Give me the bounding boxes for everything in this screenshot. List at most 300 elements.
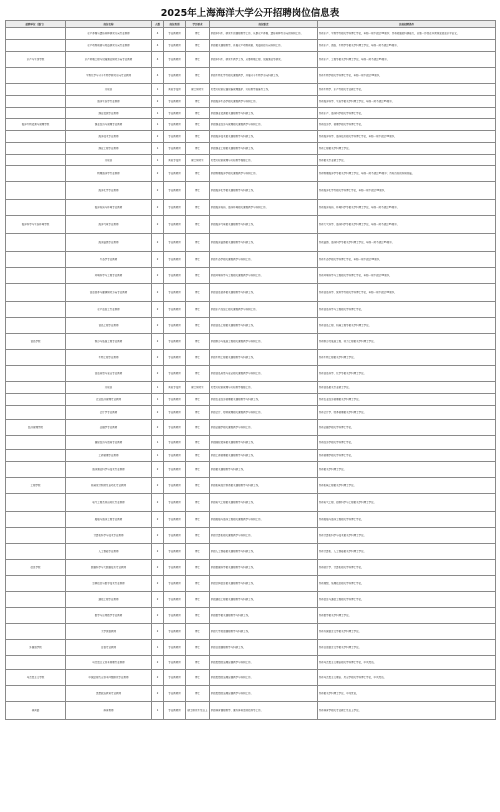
table-row xyxy=(6,624,496,640)
cell-post xyxy=(66,131,152,143)
cell-conditions xyxy=(318,52,496,68)
cell-num xyxy=(152,406,164,420)
category-text: 专任教师岗 xyxy=(168,147,181,150)
cell-post xyxy=(66,155,152,166)
cell-conditions xyxy=(318,462,496,478)
post-text: 数学与应用数学专业教师 xyxy=(94,614,123,617)
cell-category xyxy=(164,528,186,544)
education-text: 博士 xyxy=(194,189,200,192)
cell-category xyxy=(164,68,186,84)
cell-dept xyxy=(6,108,66,119)
cell-num xyxy=(152,131,164,143)
cell-conditions xyxy=(318,302,496,318)
post-text: 电气工程及其自动化专业教师 xyxy=(92,501,125,504)
post-text: 马克思主义基本原理专业教师 xyxy=(92,661,125,664)
cell-duty xyxy=(210,478,318,494)
cell-conditions xyxy=(318,182,496,200)
cell-education xyxy=(186,462,210,478)
table-row xyxy=(6,119,496,131)
conditions-text: 具有遥感、海洋科学等相关学科博士学位，年龄一般不超过35周岁。 xyxy=(318,241,395,244)
duty-text: 承担相关课程教学，开展水产动物病害、免疫防控方向科研工作。 xyxy=(210,44,284,47)
cell-post xyxy=(66,284,152,302)
cell-duty xyxy=(210,131,318,143)
cell-conditions xyxy=(318,155,496,166)
cell-dept xyxy=(6,40,66,52)
education-text: 博士 xyxy=(194,291,200,294)
cell-category xyxy=(164,702,186,720)
duty-text: 承担制冷与低温工程相关课程教学与科研工作。 xyxy=(210,340,264,343)
cell-post xyxy=(66,702,152,720)
cell-duty xyxy=(210,166,318,182)
post-text: 日语专业教师 xyxy=(100,646,116,649)
cell-dept xyxy=(6,334,66,350)
conditions-text: 具有管理学相关学科博士学位。 xyxy=(318,454,354,457)
cell-category xyxy=(164,84,186,96)
category-text: 专任教师岗 xyxy=(168,324,181,327)
cell-num xyxy=(152,608,164,624)
cell-post xyxy=(66,119,152,131)
table-row xyxy=(6,366,496,382)
category-text: 专任教师岗 xyxy=(168,630,181,633)
cell-dept xyxy=(6,96,66,108)
cell-post xyxy=(66,478,152,494)
category-text: 专任教师岗 xyxy=(168,32,181,35)
cell-dept xyxy=(6,450,66,462)
table-row xyxy=(6,131,496,143)
post-text: 水产动物病害与免疫研究方向专业教师 xyxy=(87,44,130,47)
conditions-text: 具有金融学相关学科博士学位。 xyxy=(318,426,354,429)
conditions-text: 具有船舶与海洋工程相关学科博士学位。 xyxy=(318,518,364,521)
post-text: 数据科学与大数据技术专业教师 xyxy=(90,566,126,569)
cell-post xyxy=(66,512,152,528)
cell-num xyxy=(152,52,164,68)
cell-education xyxy=(186,670,210,686)
recruitment-table xyxy=(5,20,496,720)
cell-category xyxy=(164,216,186,234)
post-text: 实验员 xyxy=(104,158,113,162)
cell-category xyxy=(164,624,186,640)
num-text: 2 xyxy=(156,598,159,601)
duty-text: 承担海洋生态学相关课程教学与科研工作。 xyxy=(210,100,259,103)
cell-post xyxy=(66,624,152,640)
header-education: 学历要求 xyxy=(186,21,210,28)
cell-education xyxy=(186,302,210,318)
cell-duty xyxy=(210,640,318,656)
cell-num xyxy=(152,382,164,394)
table-row xyxy=(6,302,496,318)
education-text: 博士 xyxy=(194,135,200,138)
num-text: 1 xyxy=(156,88,159,91)
duty-text: 承担大学英语课程教学与科研工作。 xyxy=(210,630,251,633)
table-row xyxy=(6,216,496,234)
table-row xyxy=(6,462,496,478)
cell-duty xyxy=(210,252,318,268)
conditions-text: 具有生物工程相关学科博士学位。 xyxy=(318,356,357,359)
conditions-text: 具有马克思主义理论、历史学相关学科博士学位，中共党员。 xyxy=(318,676,387,679)
cell-education xyxy=(186,478,210,494)
cell-duty xyxy=(210,200,318,216)
cell-conditions xyxy=(318,512,496,528)
num-text: 2 xyxy=(156,372,159,375)
cell-category xyxy=(164,350,186,366)
table-row xyxy=(6,252,496,268)
table-row xyxy=(6,450,496,462)
cell-duty xyxy=(210,450,318,462)
category-text: 专任教师岗 xyxy=(168,426,181,429)
education-text: 博士 xyxy=(194,598,200,601)
cell-education xyxy=(186,52,210,68)
header-conditions: 其他招聘条件 xyxy=(318,21,496,28)
cell-post xyxy=(66,670,152,686)
cell-conditions xyxy=(318,28,496,40)
cell-education xyxy=(186,96,210,108)
cell-num xyxy=(152,334,164,350)
education-text: 博士 xyxy=(194,454,200,457)
category-text: 专任教师岗 xyxy=(168,411,181,414)
num-text: 4 xyxy=(156,74,159,77)
cell-post xyxy=(66,656,152,670)
conditions-text: 具有统计学、计算机相关学科博士学位。 xyxy=(318,566,364,569)
cell-education xyxy=(186,608,210,624)
num-text: 1 xyxy=(156,398,159,401)
cell-education xyxy=(186,560,210,576)
cell-education xyxy=(186,68,210,84)
duty-text: 承担环境科学与工程相关课程教学与科研工作。 xyxy=(210,274,264,277)
duty-text: 承担渔业资源相关课程教学与科研工作。 xyxy=(210,111,256,115)
cell-education xyxy=(186,436,210,450)
duty-text: 承担食品营养相关课程教学与科研工作。 xyxy=(210,291,256,294)
category-text: 专任教师岗 xyxy=(168,340,181,343)
num-text: 2 xyxy=(156,426,159,429)
cell-conditions xyxy=(318,284,496,302)
cell-post xyxy=(66,268,152,284)
cell-education xyxy=(186,544,210,560)
cell-dept xyxy=(6,560,66,576)
cell-dept xyxy=(6,608,66,624)
cell-category xyxy=(164,420,186,436)
post-text: 国际经济与贸易专业教师 xyxy=(94,441,123,444)
category-text: 专任教师岗 xyxy=(168,44,181,47)
cell-duty xyxy=(210,366,318,382)
table-row xyxy=(6,576,496,592)
cell-category xyxy=(164,686,186,702)
table-row xyxy=(6,702,496,720)
cell-education xyxy=(186,450,210,462)
table-row xyxy=(6,494,496,512)
duty-text: 承担水产品加工相关课程教学与科研工作。 xyxy=(210,308,259,311)
cell-post xyxy=(66,436,152,450)
num-text: 2 xyxy=(156,241,159,244)
cell-post xyxy=(66,334,152,350)
conditions-text: 具有相关专业硕士学位。 xyxy=(318,158,347,162)
cell-duty xyxy=(210,268,318,284)
num-text: 2 xyxy=(156,692,159,695)
num-text: 1 xyxy=(156,386,159,389)
cell-post xyxy=(66,366,152,382)
cell-duty xyxy=(210,350,318,366)
num-text: 2 xyxy=(156,100,159,103)
category-text: 专任教师岗 xyxy=(168,661,181,664)
table-row xyxy=(6,608,496,624)
category-text: 专任教师岗 xyxy=(168,692,181,695)
post-text: 食品工程专业教师 xyxy=(98,324,119,327)
cell-category xyxy=(164,302,186,318)
cell-dept xyxy=(6,200,66,216)
cell-conditions xyxy=(318,450,496,462)
table-row xyxy=(6,96,496,108)
conditions-text: 具有水产、工程等相关学科博士学位，年龄一般不超过35周岁。 xyxy=(318,58,390,61)
cell-dept xyxy=(6,462,66,478)
cell-post xyxy=(66,494,152,512)
education-text: 博士 xyxy=(194,426,200,429)
cell-num xyxy=(152,512,164,528)
duty-text: 承担通信工程相关课程教学与科研工作。 xyxy=(210,598,256,601)
cell-dept xyxy=(6,420,66,436)
category-text: 其他专技岗 xyxy=(168,386,181,389)
cell-conditions xyxy=(318,670,496,686)
cell-dept xyxy=(6,702,66,720)
cell-post xyxy=(66,350,152,366)
table-row xyxy=(6,234,496,252)
table-row xyxy=(6,318,496,334)
cell-conditions xyxy=(318,544,496,560)
cell-dept xyxy=(6,119,66,131)
post-text: 海洋地质与环境专业教师 xyxy=(94,206,123,209)
cell-education xyxy=(186,420,210,436)
post-text: 制冷与低温工程专业教师 xyxy=(94,340,123,343)
cell-post xyxy=(66,450,152,462)
table-header-row xyxy=(6,21,496,28)
cell-category xyxy=(164,494,186,512)
cell-dept xyxy=(6,576,66,592)
cell-num xyxy=(152,119,164,131)
cell-conditions xyxy=(318,576,496,592)
post-text: 海洋化学专业教师 xyxy=(98,189,119,192)
num-text: 2 xyxy=(156,550,159,553)
num-text: 1 xyxy=(156,147,159,150)
post-text: 水产养殖工程与设施渔业研究方向专业教师 xyxy=(84,58,133,61)
cell-duty xyxy=(210,528,318,544)
cell-conditions xyxy=(318,234,496,252)
table-row xyxy=(6,155,496,166)
cell-education xyxy=(186,143,210,155)
education-text: 博士 xyxy=(194,274,200,277)
num-text: 2 xyxy=(156,356,159,359)
cell-duty xyxy=(210,119,318,131)
category-text: 专任教师岗 xyxy=(168,454,181,457)
duty-text: 承担相关课程教学与科研工作。 xyxy=(210,468,246,471)
cell-category xyxy=(164,406,186,420)
duty-text: 承担渔业经济与管理相关课程教学与科研工作。 xyxy=(210,123,264,126)
cell-duty xyxy=(210,394,318,406)
cell-duty xyxy=(210,494,318,512)
cell-education xyxy=(186,166,210,182)
table-row xyxy=(6,670,496,686)
category-text: 专任教师岗 xyxy=(168,598,181,601)
cell-dept xyxy=(6,394,66,406)
num-text: 2 xyxy=(156,340,159,343)
cell-num xyxy=(152,40,164,52)
table-row xyxy=(6,528,496,544)
education-text: 博士 xyxy=(194,172,200,175)
cell-education xyxy=(186,592,210,608)
conditions-text: 具有计算机、人工智能相关学科博士学位。 xyxy=(318,550,367,553)
education-text: 硕士研究生 xyxy=(191,88,204,91)
cell-education xyxy=(186,512,210,528)
cell-post xyxy=(66,108,152,119)
category-text: 专任教师岗 xyxy=(168,206,181,209)
cell-dept xyxy=(6,268,66,284)
cell-dept xyxy=(6,131,66,143)
category-text: 专任教师岗 xyxy=(168,223,181,226)
cell-num xyxy=(152,436,164,450)
cell-conditions xyxy=(318,436,496,450)
cell-conditions xyxy=(318,382,496,394)
num-text: 2 xyxy=(156,274,159,277)
conditions-text: 具有经济学相关学科博士学位。 xyxy=(318,441,354,444)
post-text: 工商管理专业教师 xyxy=(98,454,119,457)
category-text: 专任教师岗 xyxy=(168,172,181,175)
header-post: 岗位名称 xyxy=(66,21,152,28)
num-text: 2 xyxy=(156,308,159,311)
category-text: 专任教师岗 xyxy=(168,111,181,115)
education-text: 博士 xyxy=(194,258,200,261)
duty-text: 承担数学相关课程教学与科研工作。 xyxy=(210,614,251,617)
education-text: 博士 xyxy=(194,32,200,35)
table-row xyxy=(6,350,496,366)
dept-text: 海洋科学与生态环境学院 xyxy=(21,223,50,226)
category-text: 专任教师岗 xyxy=(168,135,181,138)
education-text: 博士 xyxy=(194,534,200,537)
cell-conditions xyxy=(318,394,496,406)
cell-conditions xyxy=(318,96,496,108)
cell-conditions xyxy=(318,608,496,624)
num-text: 2 xyxy=(156,661,159,664)
cell-conditions xyxy=(318,686,496,702)
conditions-text: 具有会计学、财务管理相关学科博士学位。 xyxy=(318,411,367,414)
num-text: 1 xyxy=(156,709,159,712)
cell-education xyxy=(186,216,210,234)
conditions-text: 具有生物学相关学科博士学位，年龄一般不超过35周岁。 xyxy=(318,74,382,77)
conditions-text: 具有生物学、水产等相关专业硕士学位。 xyxy=(318,88,364,91)
cell-category xyxy=(164,28,186,40)
num-text: 2 xyxy=(156,223,159,226)
education-text: 博士 xyxy=(194,692,200,695)
conditions-text: 具有水产、兽医、生物学等相关学科博士学位，年龄一般不超过35周岁。 xyxy=(318,44,400,47)
cell-num xyxy=(152,420,164,436)
post-text: 海洋遥感专业教师 xyxy=(98,241,119,244)
conditions-text: 具有数学相关学科博士学位。 xyxy=(318,614,352,617)
table-row xyxy=(6,686,496,702)
post-text: 物理海洋学专业教师 xyxy=(97,172,120,175)
table-row xyxy=(6,108,496,119)
cell-conditions xyxy=(318,702,496,720)
cell-education xyxy=(186,182,210,200)
duty-text: 承担海洋技术相关课程教学与科研工作。 xyxy=(210,135,256,138)
cell-num xyxy=(152,155,164,166)
num-text: 2 xyxy=(156,566,159,569)
conditions-text: 具有日语语言文学相关学科博士学位。 xyxy=(318,646,362,649)
num-text: 2 xyxy=(156,258,159,261)
num-text: 2 xyxy=(156,518,159,521)
cell-education xyxy=(186,200,210,216)
cell-duty xyxy=(210,512,318,528)
post-text: 食品质量与安全专业教师 xyxy=(94,372,123,375)
cell-num xyxy=(152,366,164,382)
cell-education xyxy=(186,334,210,350)
conditions-text: 具有食品工程、机械工程等相关学科博士学位。 xyxy=(318,324,372,327)
conditions-text: 具有环境科学与工程相关学科博士学位，年龄一般不超过35周岁。 xyxy=(318,274,392,277)
post-text: 海洋渔业科学与技术专业教师 xyxy=(92,468,125,471)
cell-category xyxy=(164,592,186,608)
duty-text: 承担生物化学等相关课程教学，开展分子生物学方向科研工作。 xyxy=(210,74,281,77)
cell-duty xyxy=(210,576,318,592)
num-text: 4 xyxy=(156,58,159,61)
cell-post xyxy=(66,462,152,478)
cell-duty xyxy=(210,334,318,350)
table-row xyxy=(6,200,496,216)
cell-category xyxy=(164,234,186,252)
cell-education xyxy=(186,131,210,143)
post-text: 环境科学与工程专业教师 xyxy=(94,274,123,277)
education-text: 博士 xyxy=(194,411,200,414)
cell-education xyxy=(186,234,210,252)
education-text: 博士 xyxy=(194,676,200,679)
cell-category xyxy=(164,450,186,462)
post-text: 渔业资源专业教师 xyxy=(98,111,119,115)
cell-duty xyxy=(210,318,318,334)
cell-num xyxy=(152,450,164,462)
cell-num xyxy=(152,143,164,155)
post-text: 实验员 xyxy=(104,386,113,389)
cell-category xyxy=(164,119,186,131)
cell-post xyxy=(66,576,152,592)
cell-post xyxy=(66,234,152,252)
cell-conditions xyxy=(318,350,496,366)
post-text: 渔业经济与管理专业教师 xyxy=(94,123,123,126)
cell-conditions xyxy=(318,366,496,382)
cell-num xyxy=(152,216,164,234)
post-text: 思想政治教育专业教师 xyxy=(95,692,121,695)
conditions-text: 具有体育学相关专业硕士及以上学位。 xyxy=(318,709,362,712)
duty-text: 承担海洋气象相关课程教学与科研工作。 xyxy=(210,223,256,226)
cell-conditions xyxy=(318,318,496,334)
cell-duty xyxy=(210,406,318,420)
post-text: 通信工程专业教师 xyxy=(98,598,119,601)
category-text: 专任教师岗 xyxy=(168,274,181,277)
cell-education xyxy=(186,252,210,268)
header-duty: 岗位职责 xyxy=(210,21,318,28)
cell-duty xyxy=(210,592,318,608)
category-text: 专任教师岗 xyxy=(168,676,181,679)
table-row xyxy=(6,478,496,494)
cell-dept xyxy=(6,406,66,420)
table-row xyxy=(6,394,496,406)
cell-num xyxy=(152,592,164,608)
table-row xyxy=(6,436,496,450)
conditions-text: 具有机械工程相关学科博士学位。 xyxy=(318,484,357,487)
cell-dept xyxy=(6,656,66,670)
conditions-text: 具有工程相关学科博士学位。 xyxy=(318,147,352,150)
cell-duty xyxy=(210,216,318,234)
cell-duty xyxy=(210,28,318,40)
education-text: 博士 xyxy=(194,550,200,553)
cell-education xyxy=(186,119,210,131)
cell-education xyxy=(186,84,210,96)
num-text: 2 xyxy=(156,582,159,585)
cell-dept xyxy=(6,436,66,450)
post-text: 计算机科学与技术专业教师 xyxy=(93,534,124,537)
